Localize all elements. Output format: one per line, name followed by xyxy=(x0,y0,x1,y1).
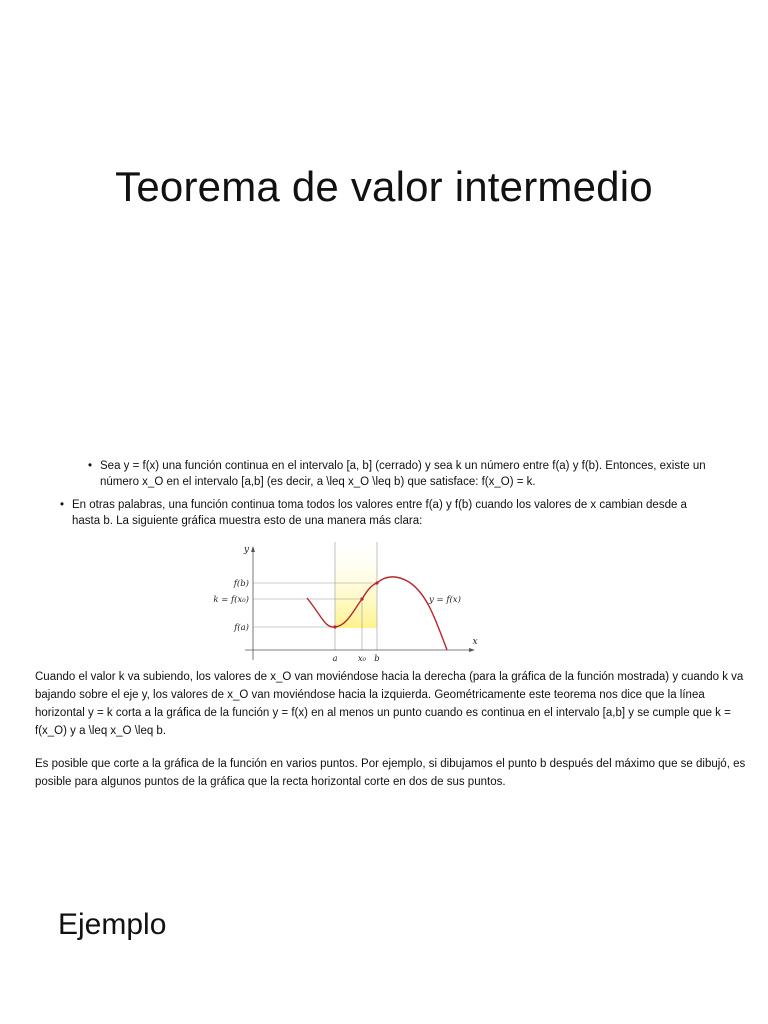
x-axis-label: x xyxy=(472,637,478,647)
bullet-text: En otras palabras, una función continua toma todos los valores entre f(a) y f(b) cuando los valores de x cambian desde a hasta b. La siguiente gráfica muestra esto de una manera más clara: xyxy=(72,499,687,527)
x-axis-arrow xyxy=(469,648,475,652)
y-axis-arrow xyxy=(251,546,255,552)
bullet-marker: • xyxy=(88,460,93,472)
x-tick-label-b: b xyxy=(374,654,380,664)
interval-highlight-band xyxy=(335,542,377,628)
ivt-graph xyxy=(195,540,485,668)
bullet-text: Sea y = f(x) una función continua en el intervalo [a, b] (cerrado) y sea k un número entre f(a) y f(b). Entonces, existe un número x_O en el intervalo [a,b] (es decir, a \leq x_O \leq b) que satisface: f(x_O) = k. xyxy=(100,460,706,488)
point-fb xyxy=(375,581,378,584)
explanation-paragraph: Es posible que corte a la gráfica de la función en varios puntos. Por ejemplo, si dibujamos el punto b después del máximo que se dibujó, es posible para algunos puntos de la gráfica que la recta horizontal corte en dos de sus puntos. xyxy=(35,758,746,788)
point-fa xyxy=(333,625,336,628)
y-tick-label-k: k = f(x₀) xyxy=(213,595,249,605)
y-tick-label-fa: f(a) xyxy=(234,623,249,633)
x-tick-label-a: a xyxy=(332,654,338,664)
bullet-item xyxy=(60,497,710,529)
x-tick-label-x0: x₀ xyxy=(357,654,367,664)
y-tick-label-fb: f(b) xyxy=(233,579,249,589)
curve-label: y = f(x) xyxy=(429,595,461,605)
point-fx0 xyxy=(360,597,363,600)
slide-title: Teorema de valor intermedio xyxy=(115,163,653,210)
y-axis-label: y xyxy=(243,545,249,555)
explanation-paragraph: Cuando el valor k va subiendo, los valores de x_O van moviéndose hacia la derecha (para la gráfica de la función mostrada) y cuando k va bajando sobre el eje y, los valores de x_O van moviéndose hacia la izquierda. Geométricamente este teorema nos dice que la línea horizontal y = k corta a la gráfica de la función y = f(x) en al menos un punto cuando es continua en el intervalo [a,b] y se cumple que k = f(x_O) y a \leq x_O \leq b. xyxy=(35,671,744,737)
section-heading: Ejemplo xyxy=(58,908,167,941)
bullet-item xyxy=(88,458,728,490)
bullet-marker: • xyxy=(60,499,65,511)
